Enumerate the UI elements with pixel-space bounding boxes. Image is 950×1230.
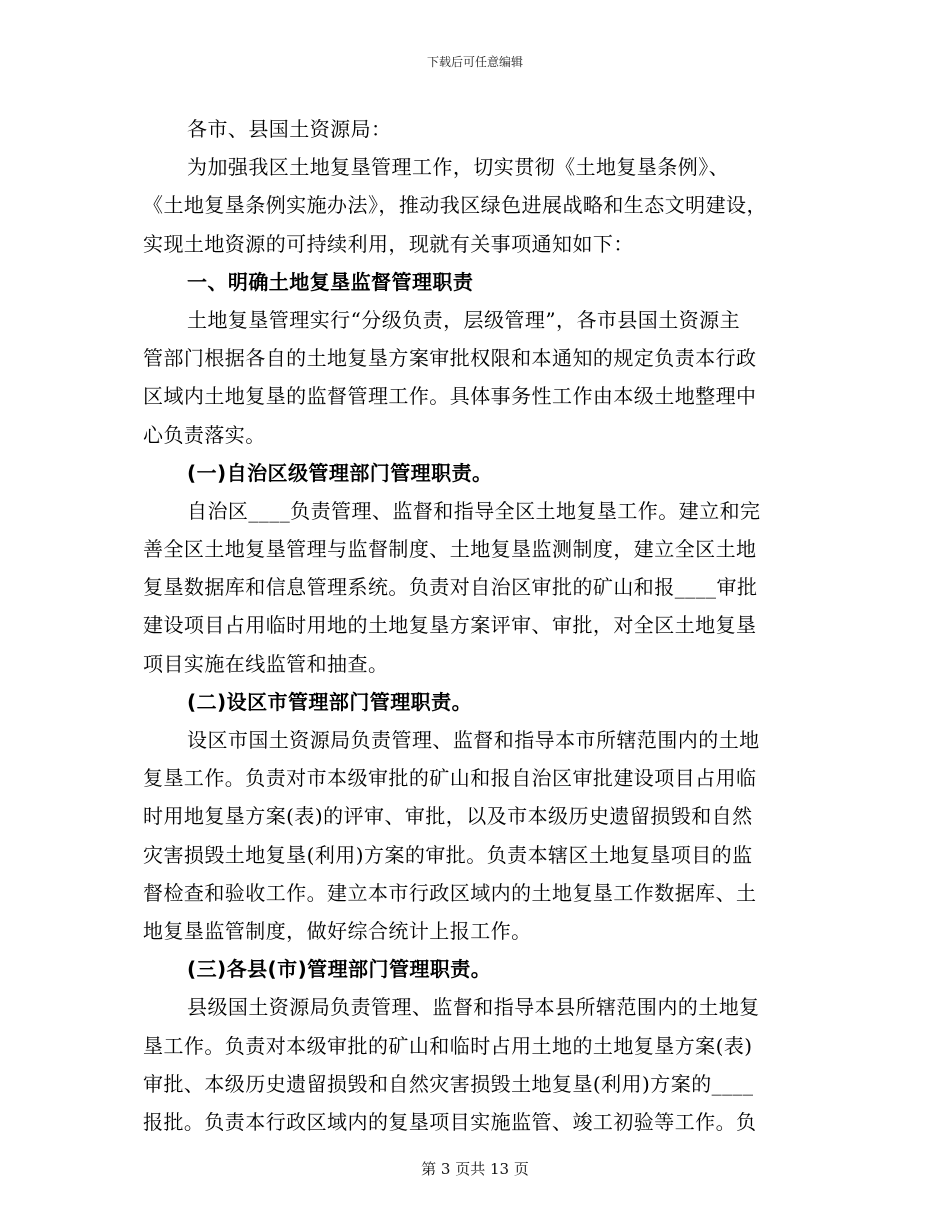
paragraph-line: 心负责落实。 <box>143 422 266 447</box>
paragraph-line: 复垦工作。负责对市本级审批的矿山和报自治区审批建设项目占用临 <box>143 766 757 791</box>
subsection-heading: (一)自治区级管理部门管理职责。 <box>187 460 493 485</box>
paragraph-line: 《土地复垦条例实施办法》，推动我区绿色进展战略和生态文明建设， <box>143 193 767 218</box>
paragraph-line: 自治区____负责管理、监督和指导全区土地复垦工作。建立和完 <box>187 498 761 523</box>
paragraph-line: 设区市国土资源局负责管理、监督和指导本市所辖范围内的土地 <box>187 728 760 752</box>
paragraph-line: 审批、本级历史遗留损毁和自然灾害损毁土地复垦(利用)方案的____ <box>143 1071 754 1096</box>
header-note: 下载后可任意编辑 <box>426 55 523 69</box>
paragraph-line: 土地复垦管理实行“分级负责，层级管理”，各市县国土资源主 <box>187 307 741 332</box>
paragraph-line: 建设项目占用临时用地的土地复垦方案评审、审批，对全区土地复垦 <box>143 613 757 638</box>
paragraph-line: 报批。负责本行政区域内的复垦项目实施监管、竣工初验等工作。负 <box>143 1109 757 1134</box>
section-heading: 一、明确土地复垦监督管理职责 <box>187 269 474 294</box>
paragraph-line: 实现土地资源的可持续利用，现就有关事项通知如下： <box>143 231 634 256</box>
paragraph-line: 时用地复垦方案(表)的评审、审批，以及市本级历史遗留损毁和自然 <box>143 804 753 829</box>
paragraph-line: 项目实施在线监管和抽查。 <box>143 651 389 676</box>
paragraph-line: 县级国土资源局负责管理、监督和指导本县所辖范围内的土地复 <box>187 995 760 1020</box>
paragraph-line: 善全区土地复垦管理与监督制度、土地复垦监测制度，建立全区土地 <box>143 537 757 562</box>
paragraph-line: 区域内土地复垦的监督管理工作。具体事务性工作由本级土地整理中 <box>143 384 757 409</box>
paragraph-line: 地复垦监管制度，做好综合统计上报工作。 <box>143 918 532 943</box>
page-number: 第 3 页共 13 页 <box>421 1160 529 1178</box>
paragraph-line: 灾害损毁土地复垦(利用)方案的审批。负责本辖区土地复垦项目的监 <box>143 842 753 867</box>
subsection-heading: (二)设区市管理部门管理职责。 <box>187 689 473 714</box>
paragraph-line: 复垦数据库和信息管理系统。负责对自治区审批的矿山和报____审批 <box>143 575 758 600</box>
paragraph-line: 督检查和验收工作。建立本市行政区域内的土地复垦工作数据库、土 <box>143 880 757 905</box>
paragraph-line: 管部门根据各自的土地复垦方案审批权限和本通知的规定负责本行政 <box>143 346 757 371</box>
paragraph-line: 垦工作。负责对本级审批的矿山和临时占用土地的土地复垦方案(表) <box>143 1033 753 1058</box>
subsection-heading: (三)各县(市)管理部门管理职责。 <box>187 957 492 982</box>
paragraph-line: 为加强我区土地复垦管理工作，切实贯彻《土地复垦条例》、 <box>187 155 730 180</box>
document-body <box>143 110 799 1141</box>
salutation: 各市、县国土资源局： <box>187 117 392 141</box>
